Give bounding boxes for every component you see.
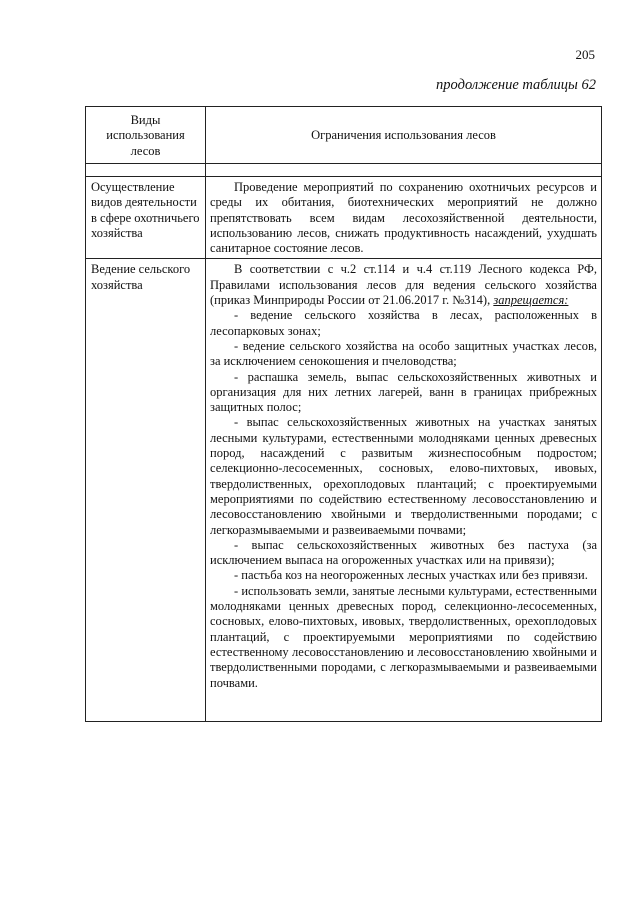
restriction-paragraph: - распашка земель, выпас сельскохозяйственных животных и организация для них летних лагерей, ванн в границах прибрежных защитных полос;	[210, 369, 597, 415]
table-row	[86, 259, 602, 721]
restriction-cell	[206, 177, 602, 259]
restriction-cell	[206, 259, 602, 721]
table-header-row	[86, 107, 602, 164]
restriction-paragraph: - выпас сельскохозяйственных животных на участках занятых лесными культурами, естественными молодняками ценных древесных пород, насаждений с развитым жизнеспособным подростом; селекционно-лесосеменных, сосновых, елово-пихтовых, ивовых, твердолиственных, орехоплодовых плантаций; с проектируемыми мероприятиями по содействию естественному лесовосстановлению и лесовосстановлению хвойными и твердолиственными породами; с легкоразмываемыми и развеиваемыми почвами;	[210, 415, 597, 537]
restriction-paragraph: - ведение сельского хозяйства в лесах, расположенных в лесопарковых зонах;	[210, 308, 597, 338]
kind-cell: Ведение сельского хозяйства	[86, 259, 206, 721]
restriction-paragraph: - выпас сельскохозяйственных животных без пастуха (за исключением выпаса на огороженных участках или на привязи);	[210, 537, 597, 568]
header-cell-restrictions: Ограничения использования лесов	[206, 107, 602, 164]
restriction-paragraph: Проведение мероприятий по сохранению охотничьих ресурсов и среды их обитания, биотехнических мероприятий не должно препятствовать всем видам лесохозяйственной деятельности, использованию лесов, снижать продуктивность насаждений, ухудшать санитарное состояние лесов.	[210, 180, 597, 256]
intro-text: В соответствии с ч.2 ст.114 и ч.4 ст.119 Лесного кодекса РФ, Правилами использования лесов для ведения сельского хозяйства (приказ Минприроды России от 21.06.2017 г. №314),	[210, 262, 597, 308]
forest-use-table	[85, 106, 602, 722]
restriction-paragraph: - использовать земли, занятые лесными культурами, естественными молодняками ценных древесных пород, селекционно-лесосеменных, сосновых, елово-пихтовых, ивовых, твердолиственных, орехоплодовых плантаций, с проектируемыми мероприятиями по содействию естественному лесовосстановлению и лесовосстановлению хвойными и твердолиственными породами, с легкоразмываемыми и развеиваемыми почвами.	[210, 583, 597, 690]
forbid-label: запрещается:	[493, 293, 569, 308]
restriction-intro	[210, 262, 597, 308]
restriction-paragraph: - ведение сельского хозяйства на особо защитных участках лесов, за исключением сенокошения и пчеловодства;	[210, 338, 597, 369]
restriction-paragraph: - пастьба коз на неогороженных лесных участках или без привязи.	[234, 568, 588, 583]
header-cell-kinds: Виды использования лесов	[86, 107, 206, 164]
table-caption: продолжение таблицы 62	[436, 77, 596, 93]
page-number: 205	[575, 47, 595, 62]
table-row	[86, 177, 602, 259]
table-spacer-row	[86, 164, 602, 177]
spacer-cell	[206, 164, 602, 177]
kind-cell: Осуществление видов деятельности в сфере охотничьего хозяйства	[86, 177, 206, 259]
spacer-cell	[86, 164, 206, 177]
